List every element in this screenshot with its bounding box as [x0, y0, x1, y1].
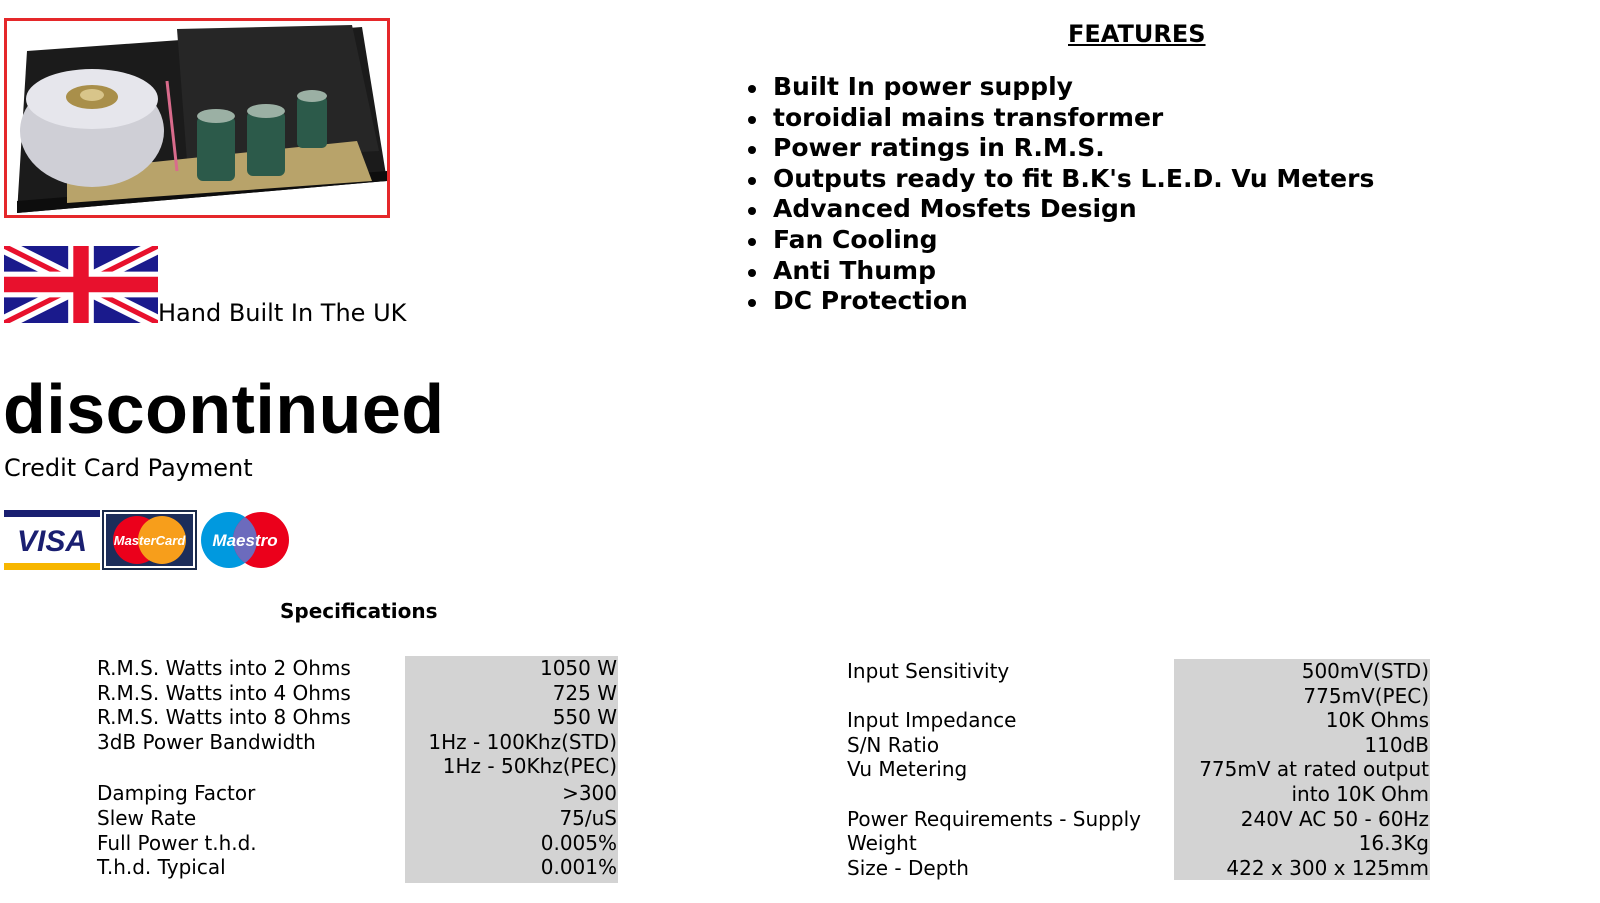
spec-value: 240V AC 50 - 60Hz: [1240, 806, 1429, 831]
spec-value: 1Hz - 100Khz(STD): [428, 729, 617, 754]
spec-label: [847, 684, 1141, 709]
spec-labels-left: [97, 656, 351, 880]
payment-label: Credit Card Payment: [4, 454, 253, 482]
spec-label: Vu Metering: [847, 757, 968, 782]
spec-label: 3dB Power Bandwidth: [97, 729, 316, 754]
spec-value: 0.005%: [540, 830, 617, 855]
feature-item: DC Protection: [745, 286, 1374, 317]
spec-label: Weight: [847, 831, 917, 856]
feature-item: Advanced Mosfets Design: [745, 194, 1374, 225]
feature-item: toroidial mains transformer: [745, 103, 1374, 134]
spec-label: Input Impedance: [847, 708, 1017, 733]
feature-item: Outputs ready to fit B.K's L.E.D. Vu Meters: [745, 164, 1374, 195]
spec-value: 110dB: [1364, 732, 1429, 757]
spec-label: Size - Depth: [847, 855, 969, 880]
feature-item: Fan Cooling: [745, 225, 1374, 256]
maestro-logo-text: Maestro: [212, 531, 278, 550]
features-title: FEATURES: [1068, 20, 1206, 48]
spec-value: 1050 W: [539, 656, 617, 680]
spec-value: 775mV(PEC): [1303, 683, 1429, 708]
spec-value: 725 W: [552, 680, 617, 705]
spec-label: R.M.S. Watts into 4 Ohms: [97, 680, 351, 705]
spec-label: Full Power t.h.d.: [97, 830, 257, 855]
spec-value: 775mV at rated output: [1199, 757, 1429, 782]
spec-value: 0.001%: [540, 855, 617, 880]
visa-logo[interactable]: [4, 510, 100, 570]
spec-label: Damping Factor: [97, 781, 256, 806]
features-list: [745, 72, 1374, 317]
spec-value: 550 W: [552, 705, 617, 730]
visa-logo-text: VISA: [16, 525, 88, 558]
spec-label: Input Sensitivity: [847, 659, 1010, 683]
spec-value: 500mV(STD): [1301, 659, 1429, 683]
spec-label: T.h.d. Typical: [97, 855, 226, 880]
spec-label: [847, 782, 1141, 807]
spec-value: into 10K Ohm: [1291, 781, 1429, 806]
mastercard-logo-text: MasterCard: [113, 533, 186, 548]
spec-label: R.M.S. Watts into 8 Ohms: [97, 705, 351, 730]
spec-label: Power Requirements - Supply: [847, 806, 1141, 831]
spec-label: S/N Ratio: [847, 732, 940, 757]
spec-value: 1Hz - 50Khz(PEC): [442, 754, 617, 779]
spec-label: R.M.S. Watts into 2 Ohms: [97, 656, 351, 680]
spec-value: 75/uS: [559, 806, 617, 831]
amplifier-photo: [4, 18, 390, 218]
uk-flag-icon: [4, 246, 158, 323]
mastercard-logo[interactable]: [102, 510, 197, 570]
spec-values-left: [405, 656, 618, 883]
spec-labels-right: [847, 659, 1141, 880]
feature-item: Power ratings in R.M.S.: [745, 133, 1374, 164]
feature-item: Anti Thump: [745, 256, 1374, 287]
spec-values-right: [1174, 659, 1430, 880]
spec-label: Slew Rate: [97, 806, 197, 831]
product-status: discontinued: [3, 370, 445, 448]
spec-value: >300: [562, 781, 617, 806]
maestro-logo[interactable]: [199, 510, 291, 570]
spec-value: 422 x 300 x 125mm: [1226, 855, 1429, 880]
spec-value: 10K Ohms: [1325, 708, 1429, 733]
origin-caption: Hand Built In The UK: [158, 299, 407, 327]
spec-label: [97, 754, 351, 779]
spec-value: 16.3Kg: [1358, 831, 1429, 856]
feature-item: Built In power supply: [745, 72, 1374, 103]
specifications-title: Specifications: [280, 599, 438, 623]
